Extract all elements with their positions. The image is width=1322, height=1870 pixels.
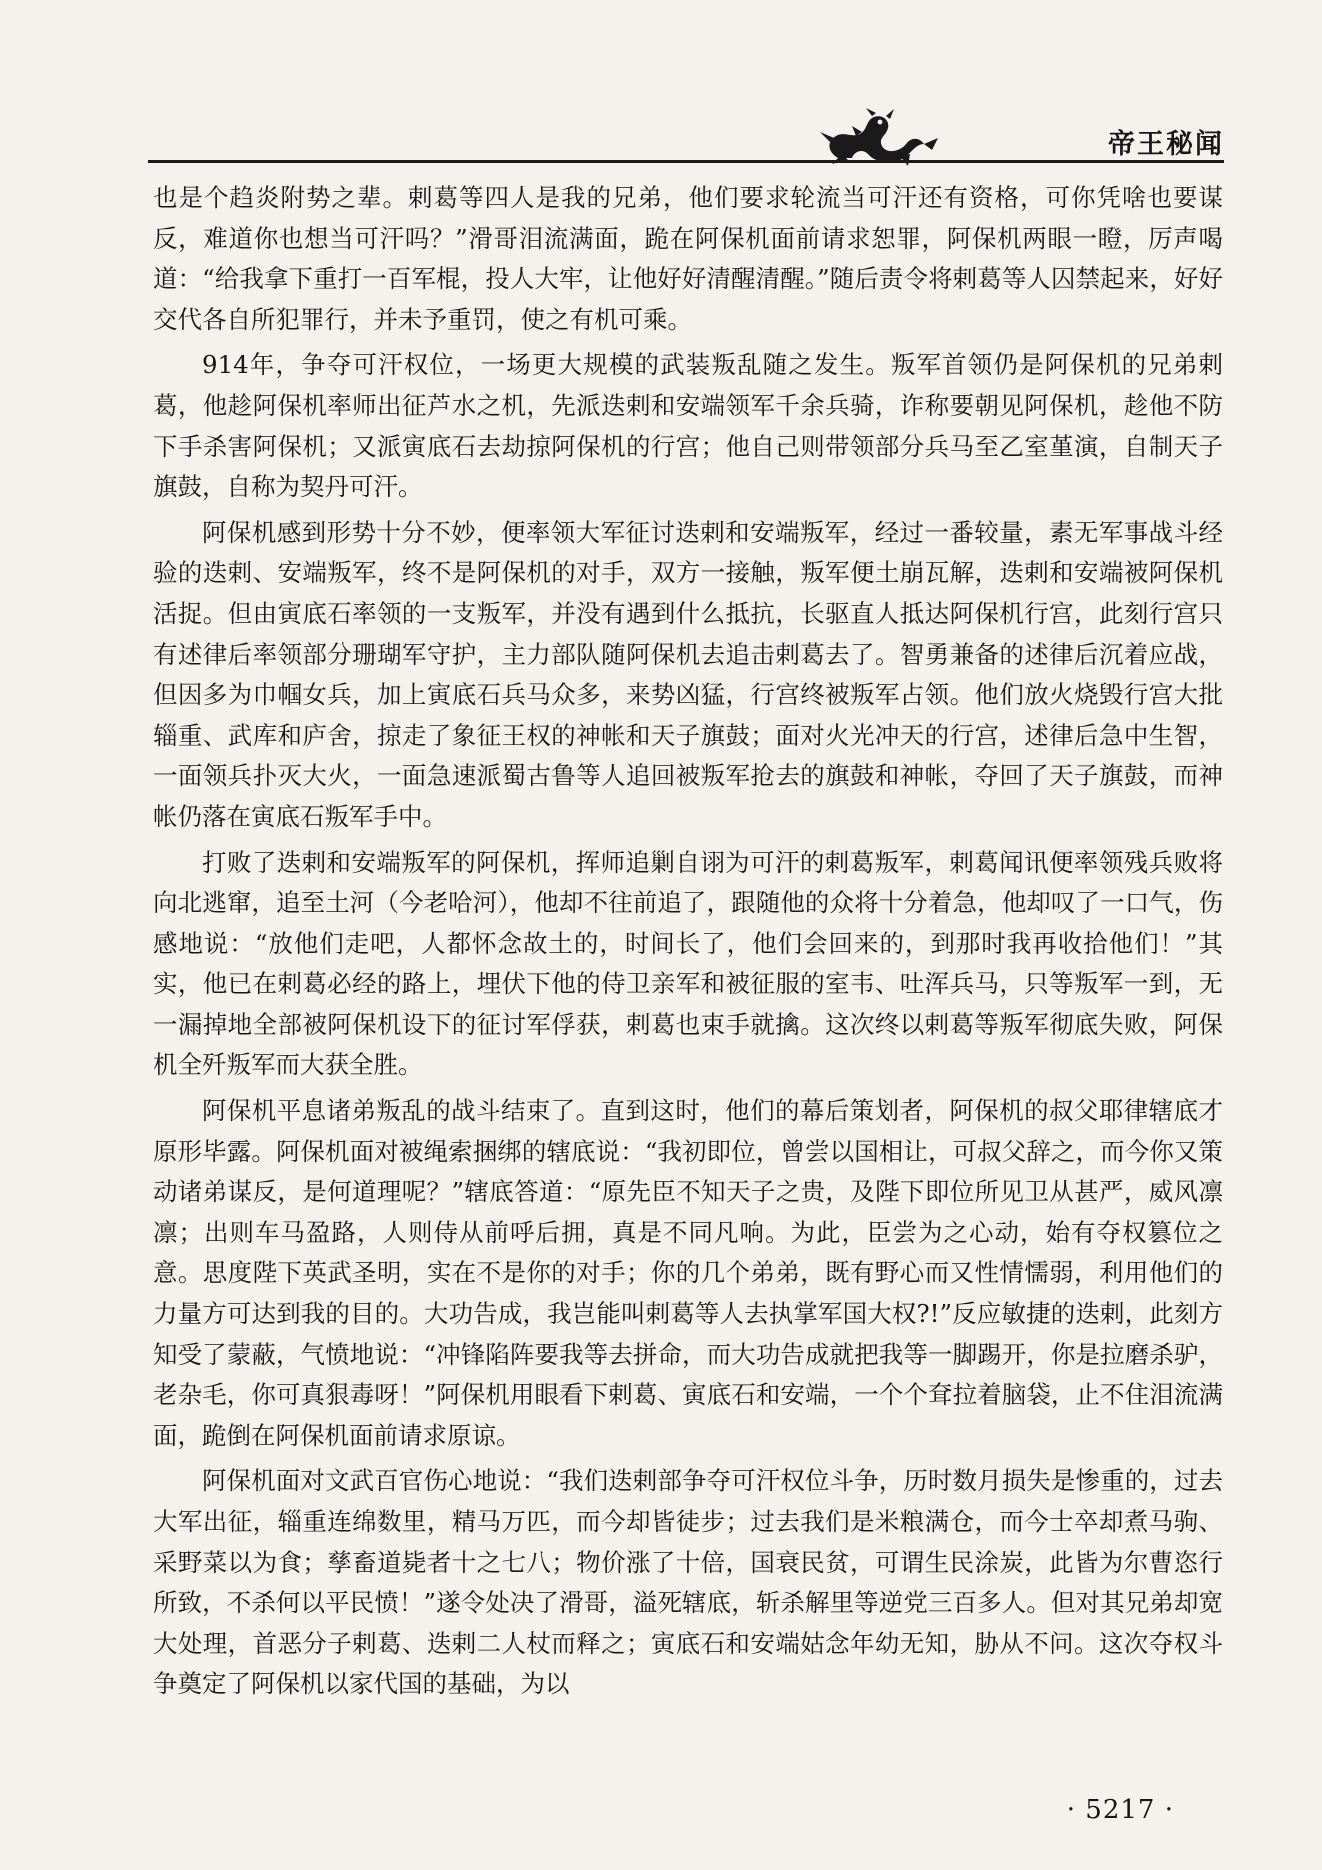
paragraph: 阿保机面对文武百官伤心地说：“我们迭剌部争夺可汗权位斗争，历时数月损失是惨重的，过去大军出征，辎重连绵数里，精马万匹，而今却皆徒步；过去我们是米粮满仓，而今士卒却煮马驹、采野菜以为食；孳畜道毙者十之七八；物价涨了十倍，国衰民贫，可谓生民涂炭，此皆为尔曹恣行所致，不杀何以平民愤！”遂令处决了滑哥，溢死辖底，斩杀解里等逆党三百多人。但对其兄弟却宽大处理，首恶分子剌葛、迭剌二人杖而释之；寅底石和安端姑念年幼无知，胁从不问。这次夺权斗争奠定了阿保机以家代国的基础，为以	[153, 1466, 1223, 1699]
paragraph: 阿保机感到形势十分不妙，便率领大军征讨迭剌和安端叛军，经过一番较量，素无军事战斗经验的迭剌、安端叛军，终不是阿保机的对手，双方一接触，叛军便土崩瓦解，迭剌和安端被阿保机活捉。但由寅底石率领的一支叛军，并没有遇到什么抵抗，长驱直人抵达阿保机行宫，此刻行宫只有述律后率领部分珊瑚军守护，主力部队随阿保机去追击剌葛去了。智勇兼备的述律后沉着应战，但因多为巾帼女兵，加上寅底石兵马众多，来势凶猛，行宫终被叛军占领。他们放火烧毁行宫大批辎重、武库和庐舍，掠走了象征王权的神帐和天子旗鼓；面对火光冲天的行宫，述律后急中生智，一面领兵扑灭大火，一面急速派蜀古鲁等人追回被叛军抢去的旗鼓和神帐，夺回了天子旗鼓，而神帐仍落在寅底石叛军手中。	[153, 517, 1223, 831]
header-title: 帝王秘闻	[1108, 129, 1224, 160]
header-rule	[148, 160, 1224, 163]
dragon-icon	[808, 108, 948, 168]
paragraph: 也是个趋炎附势之辈。剌葛等四人是我的兄弟，他们要求轮流当可汗还有资格，可你凭啥也要谋反，难道你也想当可汗吗？”滑哥泪流满面，跪在阿保机面前请求恕罪，阿保机两眼一瞪，厉声喝道：“给我拿下重打一百军棍，投人大牢，让他好好清醒清醒。”随后责令将剌葛等人囚禁起来，好好交代各自所犯罪行，并未予重罚，使之有机可乘。	[153, 183, 1223, 334]
paragraph: 打败了迭剌和安端叛军的阿保机，挥师追剿自诩为可汗的剌葛叛军，剌葛闻讯便率领残兵败将向北逃窜，追至土河（今老哈河），他却不往前追了，跟随他的众将十分着急，他却叹了一口气，伤感地说：“放他们走吧，人都怀念故土的，时间长了，他们会回来的，到那时我再收拾他们！”其实，他已在剌葛必经的路上，埋伏下他的侍卫亲军和被征服的室韦、吐浑兵马，只等叛军一到，无一漏掉地全部被阿保机设下的征讨军俘获，剌葛也束手就擒。这次终以剌葛等叛军彻底失败，阿保机全歼叛军而大获全胜。	[153, 847, 1223, 1080]
paragraph: 阿保机平息诸弟叛乱的战斗结束了。直到这时，他们的幕后策划者，阿保机的叔父耶律辖底才原形毕露。阿保机面对被绳索捆绑的辖底说：“我初即位，曾尝以国相让，可叔父辞之，而今你又策动诸弟谋反，是何道理呢？”辖底答道：“原先臣不知天子之贵，及陛下即位所见卫从甚严，威风凛凛；出则车马盈路，人则侍从前呼后拥，真是不同凡响。为此，臣尝为之心动，始有夺权篡位之意。思度陛下英武圣明，实在不是你的对手；你的几个弟弟，既有野心而又性情懦弱，利用他们的力量方可达到我的目的。大功告成，我岂能叫剌葛等人去执掌军国大权?!”反应敏捷的迭剌，此刻方知受了蒙蔽，气愤地说：“冲锋陷阵要我等去拼命，而大功告成就把我等一脚踢开，你是拉磨杀驴，老杂毛，你可真狠毒呀！”阿保机用眼看下剌葛、寅底石和安端，一个个耷拉着脑袋，止不住泪流满面，跪倒在阿保机面前请求原谅。	[153, 1096, 1223, 1450]
running-header	[148, 108, 1224, 168]
page-number: · 5217 ·	[1066, 1795, 1174, 1825]
article-body	[153, 178, 1223, 1710]
paragraph: 914年，争夺可汗权位，一场更大规模的武装叛乱随之发生。叛军首领仍是阿保机的兄弟剌葛，他趁阿保机率师出征芦水之机，先派迭剌和安端领军千余兵骑，诈称要朝见阿保机，趁他不防下手杀害阿保机；又派寅底石去劫掠阿保机的行宫；他自己则带领部分兵马至乙室堇演，自制天子旗鼓，自称为契丹可汗。	[153, 350, 1223, 502]
